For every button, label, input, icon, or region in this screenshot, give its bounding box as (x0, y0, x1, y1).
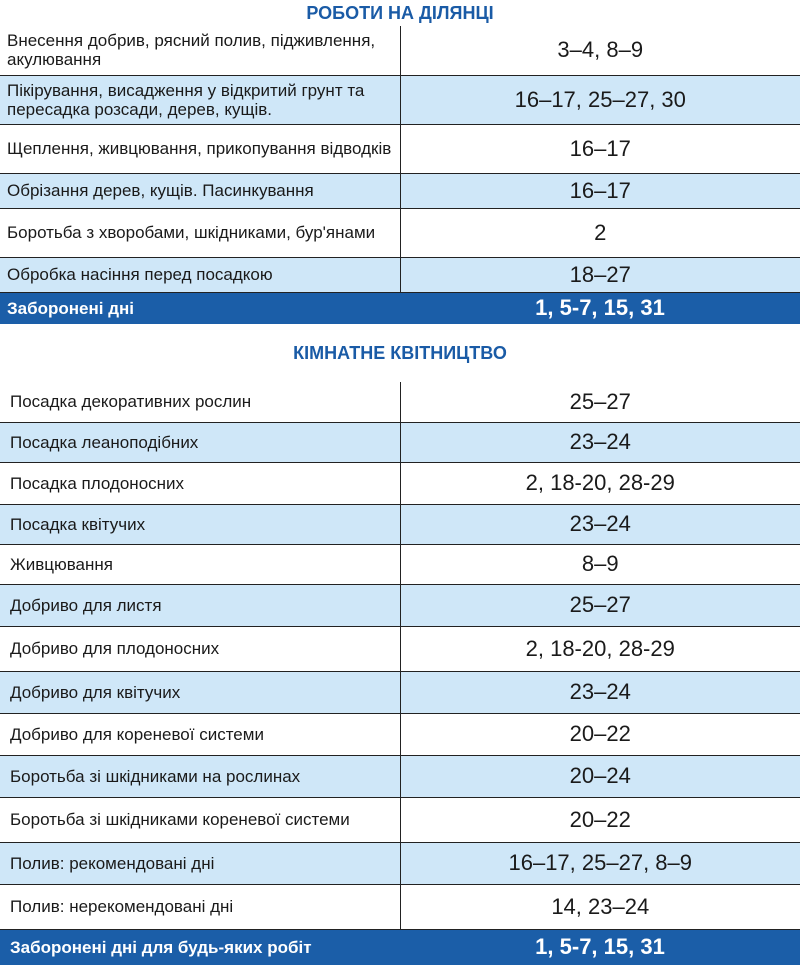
row-label: Посадка квітучих (0, 504, 400, 544)
table-row (0, 422, 800, 462)
table-row (0, 257, 800, 292)
row-value: 3–4, 8–9 (400, 26, 800, 75)
table-row (0, 208, 800, 257)
row-label: Добриво для кореневої системи (0, 713, 400, 755)
row-value: 2, 18-20, 28-29 (400, 626, 800, 671)
table-row (0, 26, 800, 75)
row-value: 16–17, 25–27, 8–9 (400, 842, 800, 884)
row-label: Полив: рекомендовані дні (0, 842, 400, 884)
indoor-section-title: КІМНАТНЕ КВІТНИЦТВО (293, 343, 507, 363)
row-label: Посадка декоративних рослин (0, 382, 400, 422)
row-label: Обрізання дерев, кущів. Пасинкування (0, 173, 400, 208)
row-value: 23–24 (400, 504, 800, 544)
forbidden-days-label: Заборонені дні для будь-яких робіт (0, 929, 400, 965)
table-row (0, 584, 800, 626)
row-value: 2, 18-20, 28-29 (400, 462, 800, 504)
table-row (0, 462, 800, 504)
row-label: Боротьба зі шкідниками кореневої системи (0, 797, 400, 842)
indoor-table (0, 382, 800, 965)
row-value: 25–27 (400, 584, 800, 626)
table-row (0, 626, 800, 671)
forbidden-days-label: Заборонені дні (0, 292, 400, 324)
forbidden-days-row (0, 292, 800, 324)
row-value: 16–17, 25–27, 30 (400, 75, 800, 124)
row-label: Обробка насіння перед посадкою (0, 257, 400, 292)
row-value: 16–17 (400, 173, 800, 208)
row-label: Щеплення, живцювання, прикопування відводків (0, 124, 400, 173)
row-label: Боротьба з хворобами, шкідниками, бур'янами (0, 208, 400, 257)
row-label: Добриво для квітучих (0, 671, 400, 713)
table-row (0, 75, 800, 124)
forbidden-days-value: 1, 5-7, 15, 31 (400, 292, 800, 324)
row-label: Живцювання (0, 544, 400, 584)
table-row (0, 382, 800, 422)
table-row (0, 755, 800, 797)
table-row (0, 797, 800, 842)
table-row (0, 173, 800, 208)
row-label: Внесення добрив, рясний полив, підживлення, акулювання (0, 26, 400, 75)
table-row (0, 124, 800, 173)
row-label: Посадка плодоносних (0, 462, 400, 504)
row-label: Боротьба зі шкідниками на рослинах (0, 755, 400, 797)
row-value: 18–27 (400, 257, 800, 292)
forbidden-days-row (0, 929, 800, 965)
row-value: 14, 23–24 (400, 884, 800, 929)
table-row (0, 884, 800, 929)
row-label: Полив: нерекомендовані дні (0, 884, 400, 929)
table-row (0, 544, 800, 584)
row-value: 25–27 (400, 382, 800, 422)
row-value: 20–24 (400, 755, 800, 797)
table-row (0, 671, 800, 713)
row-label: Пікірування, висадження у відкритий грунт та пересадка розсади, дерев, кущів. (0, 75, 400, 124)
garden-section-title: РОБОТИ НА ДІЛЯНЦІ (306, 3, 494, 23)
row-value: 20–22 (400, 713, 800, 755)
table-row (0, 842, 800, 884)
row-value: 23–24 (400, 422, 800, 462)
row-value: 16–17 (400, 124, 800, 173)
table-row (0, 713, 800, 755)
row-label: Добриво для плодоносних (0, 626, 400, 671)
row-value: 2 (400, 208, 800, 257)
table-row (0, 504, 800, 544)
garden-table (0, 26, 800, 324)
row-label: Посадка леаноподібних (0, 422, 400, 462)
row-label: Добриво для листя (0, 584, 400, 626)
row-value: 8–9 (400, 544, 800, 584)
forbidden-days-value: 1, 5-7, 15, 31 (400, 929, 800, 965)
row-value: 20–22 (400, 797, 800, 842)
row-value: 23–24 (400, 671, 800, 713)
